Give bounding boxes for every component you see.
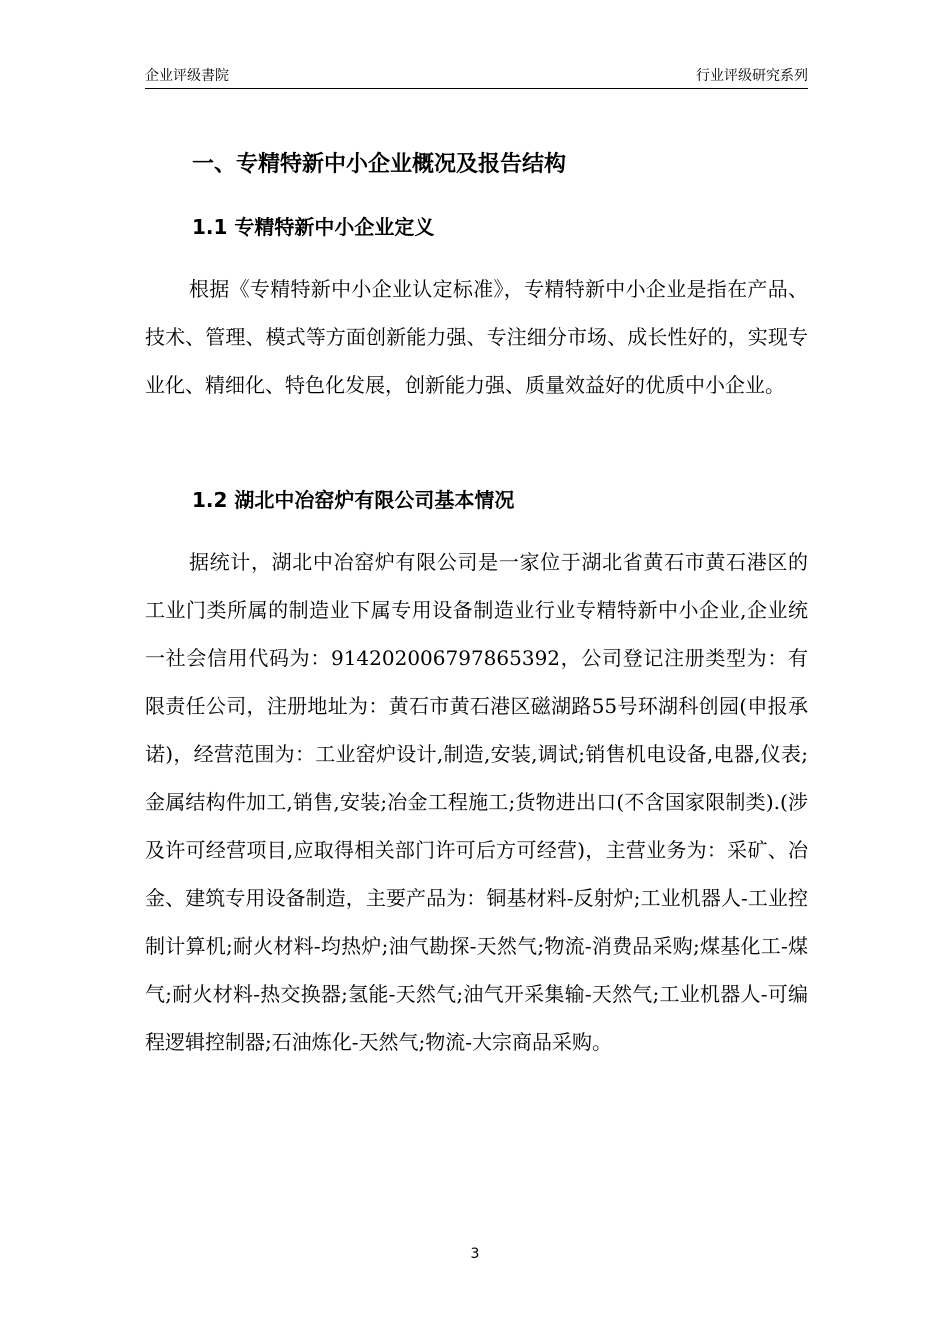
definition-paragraph: 根据《专精特新中小企业认定标准》，专精特新中小企业是指在产品、技术、管理、模式等方面创新能力强、专注细分市场、成长性好的，实现专业化、精细化、特色化发展，创新能力强、质量效益好的优质中小企业。 <box>145 277 808 397</box>
page-header <box>145 66 808 89</box>
subsection-title-company: 1.2 湖北中冶窑炉有限公司基本情况 <box>192 488 515 512</box>
company-paragraph: 据统计，湖北中冶窑炉有限公司是一家位于湖北省黄石市黄石港区的工业门类所属的制造业下属专用设备制造业行业专精特新中小企业,企业统一社会信用代码为：914202006797865392，公司登记注册类型为：有限责任公司，注册地址为：黄石市黄石港区磁湖路55号环湖科创园(申报承诺)，经营范围为：工业窑炉设计,制造,安装,调试;销售机电设备,电器,仪表;金属结构件加工,销售,安装;冶金工程施工;货物进出口(不含国家限制类).(涉及许可经营项目,应取得相关部门许可后方可经营)，主营业务为：采矿、冶金、建筑专用设备制造，主要产品为：铜基材料-反射炉;工业机器人-工业控制计算机;耐火材料-均热炉;油气勘探-天然气;物流-消费品采购;煤基化工-煤气;耐火材料-热交换器;氢能-天然气;油气开采集输-天然气;工业机器人-可编程逻辑控制器;石油炼化-天然气;物流-大宗商品采购。 <box>145 550 808 1054</box>
subsection-title-definition: 1.1 专精特新中小企业定义 <box>192 215 435 239</box>
section-title: 一、专精特新中小企业概况及报告结构 <box>192 152 567 177</box>
page-number: 3 <box>470 1246 480 1262</box>
header-series: 行业评级研究系列 <box>696 68 808 84</box>
header-publisher: 企业评级書院 <box>145 68 229 84</box>
